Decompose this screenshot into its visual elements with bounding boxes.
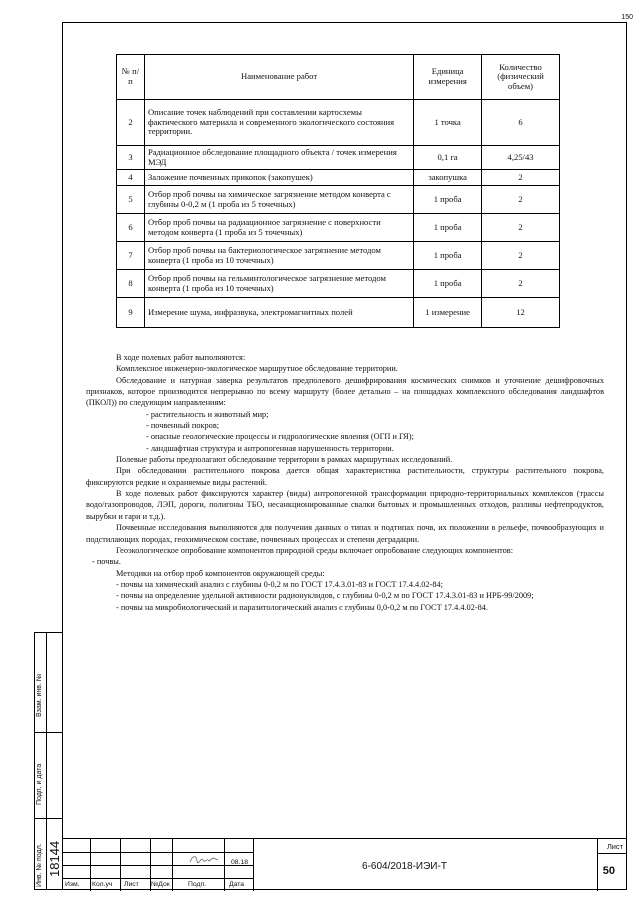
vzam-inv-label: Взам. инв. № bbox=[36, 673, 43, 717]
table-row bbox=[117, 170, 560, 186]
paragraph: При обследовании растительного покрова дается общая характеристика растительности, структуры растительного покрова, фиксируются редкие и охраняемые виды растений. bbox=[86, 466, 604, 487]
podp-data-label: Подп. и дата bbox=[36, 763, 43, 805]
row-name: Отбор проб почвы на химическое загрязнение методом конверта с глубины 0-0,2 м (1 проба из 5 точечных) bbox=[144, 186, 413, 214]
row-qty: 12 bbox=[482, 298, 560, 328]
signature-icon bbox=[189, 853, 219, 865]
tb-date: 08.18 bbox=[231, 859, 249, 866]
paragraph: Полевые работы предполагают обследование территории в рамках маршрутных исследований. bbox=[116, 455, 453, 465]
paragraph: Комплексное инженерно-экологическое маршрутное обследование территории. bbox=[116, 364, 398, 374]
row-num: 6 bbox=[117, 214, 145, 242]
table-row bbox=[117, 100, 560, 146]
inv-number: 18144 bbox=[47, 840, 62, 877]
paragraph: В ходе полевых работ выполняются: bbox=[116, 353, 246, 362]
row-name: Радиационное обследование площадного объекта / точек измерения МЭД bbox=[144, 146, 413, 170]
row-qty: 2 bbox=[482, 242, 560, 270]
body-text bbox=[86, 352, 604, 613]
row-num: 7 bbox=[117, 242, 145, 270]
paragraph: В ходе полевых работ фиксируются характер (виды) антропогенной трансформации природно-территориальных комплексов (трассы водо/газопроводов, ЛЭП, дороги, полигоны ТБО, несанкционированные свалки бытовых и промышленных отходов, разливы нефтепродуктов, вырубки и гари и т.д.). bbox=[86, 489, 604, 521]
tb-label-izm: Изм. bbox=[65, 881, 80, 888]
row-unit: 1 проба bbox=[414, 242, 482, 270]
tb-label-ndok: №Док bbox=[151, 881, 170, 888]
row-qty: 4,25/43 bbox=[482, 146, 560, 170]
row-unit: 1 проба bbox=[414, 270, 482, 298]
works-table bbox=[116, 54, 560, 328]
table-row bbox=[117, 242, 560, 270]
row-unit: 1 точка bbox=[414, 100, 482, 146]
row-unit: 1 измерение bbox=[414, 298, 482, 328]
row-name: Заложение почвенных прикопок (закопушек) bbox=[144, 170, 413, 186]
table-row bbox=[117, 186, 560, 214]
sheet-number: 50 bbox=[602, 865, 615, 877]
paragraph: - почвы на химический анализ с глубины 0-0,2 м по ГОСТ 17.4.3.01-83 и ГОСТ 17.4.4.02-84; bbox=[116, 579, 443, 589]
row-name: Отбор проб почвы на гельминтологическое загрязнение методом конверта (1 проба из 10 точечных) bbox=[144, 270, 413, 298]
row-qty: 2 bbox=[482, 270, 560, 298]
row-name: Описание точек наблюдений при составлении картосхемы фактического материала и современного экологического состояния территории. bbox=[144, 100, 413, 146]
row-unit: 1 проба bbox=[414, 214, 482, 242]
tb-label-podp: Подп. bbox=[188, 881, 207, 888]
row-num: 8 bbox=[117, 270, 145, 298]
paragraph: Почвенные исследования выполняются для получения данных о типах и подтипах почв, их положении в рельефе, почвообразующих и подстилающих породах, геохимическом составе, почвенных процессах и степени деградации. bbox=[86, 523, 604, 544]
list-item: - почвенный покров; bbox=[146, 421, 220, 431]
header-unit: Единица измерения bbox=[414, 55, 482, 100]
header-qty: Количество (физический объем) bbox=[482, 55, 560, 100]
table-row bbox=[117, 214, 560, 242]
list-item: - опасные геологические процессы и гидрологические явления (ОГП и ГЯ); bbox=[146, 432, 414, 442]
row-qty: 2 bbox=[482, 170, 560, 186]
row-num: 9 bbox=[117, 298, 145, 328]
list-item: - почвы. bbox=[92, 557, 121, 567]
header-num: № п/п bbox=[117, 55, 145, 100]
sheet-label: Лист bbox=[606, 842, 623, 851]
table-row bbox=[117, 270, 560, 298]
row-num: 4 bbox=[117, 170, 145, 186]
row-num: 5 bbox=[117, 186, 145, 214]
tb-label-kol: Кол.уч bbox=[92, 881, 113, 888]
row-num: 2 bbox=[117, 100, 145, 146]
row-name: Измерение шума, инфразвука, электромагнитных полей bbox=[144, 298, 413, 328]
paragraph: Обследование и натурная заверка результатов предполевого дешифрирования космических снимков и уточнение дешифровочных признаков, которое производится непрерывно по всему маршруту (более детально – на площадках комплексного обследования ландшафтов (ПКОЛ)) по следующим направлениям: bbox=[86, 375, 604, 408]
tb-label-data: Дата bbox=[229, 881, 245, 888]
row-qty: 2 bbox=[482, 214, 560, 242]
table-header-row bbox=[117, 55, 560, 100]
row-num: 3 bbox=[117, 146, 145, 170]
header-name: Наименование работ bbox=[144, 55, 413, 100]
title-block bbox=[62, 838, 627, 890]
row-unit: 0,1 га bbox=[414, 146, 482, 170]
side-stamp bbox=[34, 632, 62, 890]
inv-podl-label: Инв. № подл. bbox=[36, 843, 43, 887]
page-number-top: 150 bbox=[621, 14, 633, 21]
table-row bbox=[117, 146, 560, 170]
paragraph: Методики на отбор проб компонентов окружающей среды: bbox=[116, 568, 325, 578]
list-item: - растительность и животный мир; bbox=[146, 409, 269, 419]
row-name: Отбор проб почвы на радиационное загрязнение с поверхности методом конверта (1 проба из 5 точечных) bbox=[144, 214, 413, 242]
paragraph: - почвы на микробиологический и паразитологический анализ с глубины 0,0-0,2 м по ГОСТ 17.4.4.02-84. bbox=[116, 602, 488, 612]
list-item: - ландшафтная структура и антропогенная нарушенность территории. bbox=[146, 443, 394, 453]
paragraph: - почвы на определение удельной активности радионуклидов, с глубины 0-0,2 м по ГОСТ 17.4.3.01-83 и НРБ-99/2009; bbox=[116, 591, 534, 601]
row-qty: 6 bbox=[482, 100, 560, 146]
row-unit: 1 проба bbox=[414, 186, 482, 214]
row-qty: 2 bbox=[482, 186, 560, 214]
row-unit: закопушка bbox=[414, 170, 482, 186]
tb-label-list: Лист bbox=[124, 881, 139, 888]
row-name: Отбор проб почвы на бактериологическое загрязнение методом конверта (1 проба из 10 точечных) bbox=[144, 242, 413, 270]
table-row bbox=[117, 298, 560, 328]
paragraph: Геоэкологическое опробование компонентов природной среды включает опробование следующих компонентов: bbox=[116, 545, 514, 555]
document-code: 6-604/2018-ИЭИ-Т bbox=[362, 861, 447, 872]
